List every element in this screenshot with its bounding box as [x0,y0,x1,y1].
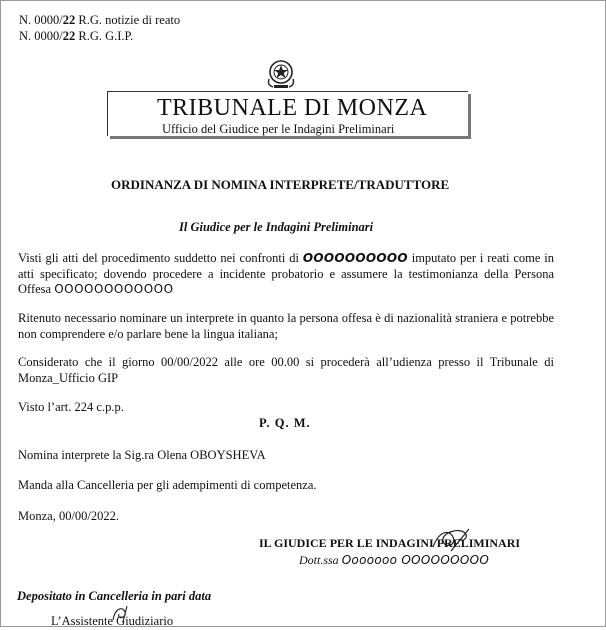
rg-type: R.G. notizie di reato [75,13,181,27]
rg-gip [19,29,133,45]
signature-title: IL GIUDICE PER LE INDAGINI PRELIMINARI [259,536,521,550]
visto-line: Visto l’art. 224 c.p.p. [18,400,124,414]
assistant-signature-icon [109,604,131,624]
text: Visti gli atti del procedimento suddetto nei confronti di [18,251,303,265]
text: Nomina interprete la Sig.ra [18,448,158,462]
deposit-note: Depositato in Cancelleria in pari data [17,589,212,603]
text: Dott.ssa [299,553,342,567]
assistant-signature-label: L’Assistente Giudiziario [51,614,174,628]
document-title: ORDINANZA DI NOMINA INTERPRETE/TRADUTTORE [111,177,450,192]
paragraph-ritenuto: Ritenuto necessario nominare un interprete in quanto la persona offesa è di nazionalità straniera e potrebbe non comprendere e/o parlare bene la lingua italiana; [18,311,554,341]
interpreter-name: Olena OBOYSHEVA [157,448,266,462]
rg-notizie-reato [19,13,180,29]
signature-name [299,553,489,569]
rg-year: 22 [62,29,76,43]
nomina-line [18,448,266,464]
defendant-name: OOOOOOOOOO [302,251,408,265]
court-name: TRIBUNALE DI MONZA [157,95,428,121]
place-date: Monza, 00/00/2022. [18,509,120,523]
handwritten-signature-icon [429,525,479,553]
italian-republic-emblem-icon [263,57,299,91]
paragraph-visti [18,251,554,298]
judge-heading: Il Giudice per le Indagini Preliminari [179,220,374,234]
paragraph-considerato: Considerato che il giorno 00/00/2022 alle ore 00.00 si procederà all’udienza presso il Tribunale di Monza_Ufficio GIP [18,355,554,385]
manda-line: Manda alla Cancelleria per gli adempimenti di competenza. [18,478,317,492]
rg-year: 22 [62,13,76,27]
text: imputato per i reati come in atti specificato; dovendo procedere a incidente probatorio e assumere la testimonianza della Persona Offesa [18,251,555,297]
rg-number: N. 0000/ [19,29,63,43]
judge-name: Ooooooo OOOOOOOOO [341,553,490,567]
rg-type: R.G. G.I.P. [75,29,134,43]
rg-number: N. 0000/ [19,13,63,27]
victim-name: OOOOOOOOOOOO [54,282,174,297]
pqm-heading: P. Q. M. [259,416,311,430]
court-office: Ufficio del Giudice per le Indagini Preliminari [162,122,395,136]
